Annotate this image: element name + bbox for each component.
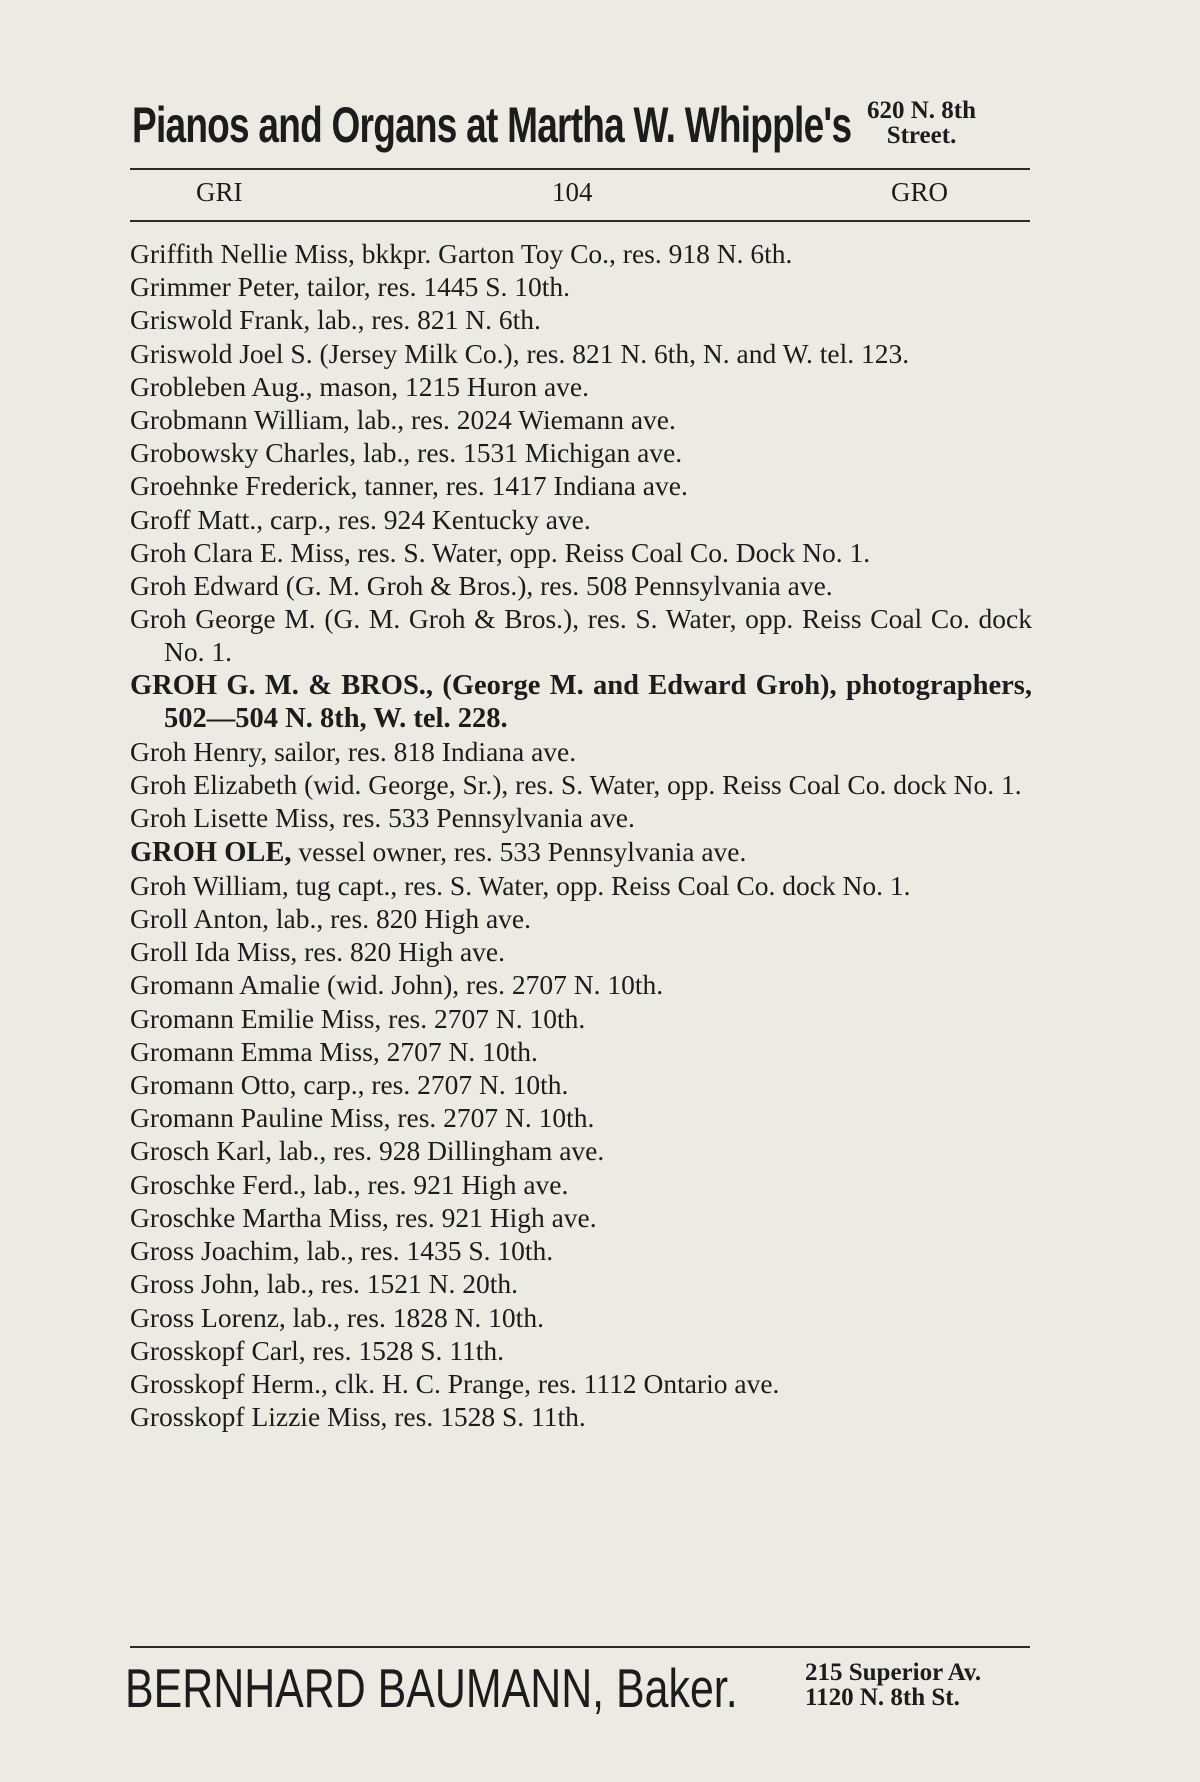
- directory-entry: [130, 835, 1032, 869]
- directory-entry: Groll Anton, lab., res. 820 High ave.: [130, 903, 531, 935]
- directory-entries: [130, 237, 1032, 1433]
- directory-entry: Groh Lisette Miss, res. 533 Pennsylvania ave.: [130, 802, 635, 834]
- directory-entry: Groehnke Frederick, tanner, res. 1417 Indiana ave.: [130, 470, 688, 502]
- running-head-right: GRO: [891, 177, 949, 207]
- directory-entry: Gross Lorenz, lab., res. 1828 N. 10th.: [130, 1301, 544, 1333]
- running-header: [130, 174, 1030, 210]
- entry-bold-name: GROH OLE,: [130, 836, 292, 868]
- entry-text: vessel owner, res. 533 Pennsylvania ave.: [291, 835, 747, 867]
- directory-entry: Groh Henry, sailor, res. 818 Indiana ave.: [130, 736, 577, 768]
- running-head-left: GRI: [196, 177, 243, 207]
- directory-entry: Groschke Martha Miss, res. 921 High ave.: [130, 1201, 597, 1233]
- directory-entry: Gromann Emilie Miss, res. 2707 N. 10th.: [130, 1002, 586, 1034]
- directory-entry: Groh William, tug capt., res. S. Water, opp. Reiss Coal Co. dock No. 1.: [130, 869, 911, 901]
- footer-rule: [130, 1646, 1030, 1648]
- top-ad-address: [867, 98, 976, 148]
- directory-entry: Gromann Otto, carp., res. 2707 N. 10th.: [130, 1069, 569, 1101]
- directory-entry: Groschke Ferd., lab., res. 921 High ave.: [130, 1168, 569, 1200]
- page-number: 104: [552, 177, 593, 207]
- directory-entry: Groh Elizabeth (wid. George, Sr.), res. S. Water, opp. Reiss Coal Co. dock No. 1.: [130, 769, 1022, 801]
- directory-entry: Gross Joachim, lab., res. 1435 S. 10th.: [130, 1235, 554, 1267]
- directory-entry: Groll Ida Miss, res. 820 High ave.: [130, 936, 506, 968]
- bottom-ad-address-line1: 215 Superior Av.: [805, 1659, 982, 1686]
- bottom-ad-address-line2: 1120 N. 8th St.: [805, 1684, 960, 1711]
- directory-entry: Groh Clara E. Miss, res. S. Water, opp. Reiss Coal Co. Dock No. 1.: [130, 536, 871, 568]
- directory-entry: Griswold Joel S. (Jersey Milk Co.), res. 821 N. 6th, N. and W. tel. 123.: [130, 337, 910, 369]
- top-ad-address-line1: 620 N. 8th: [867, 97, 977, 124]
- directory-entry: Gromann Emma Miss, 2707 N. 10th.: [130, 1035, 538, 1067]
- directory-entry: Groff Matt., carp., res. 924 Kentucky ave.: [130, 503, 591, 535]
- directory-entry: Grosch Karl, lab., res. 928 Dillingham ave.: [130, 1135, 605, 1167]
- bottom-advertisement: [125, 1655, 1035, 1721]
- header-rule-bottom: [130, 220, 1030, 222]
- directory-entry: Grobmann William, lab., res. 2024 Wiemann ave.: [130, 404, 676, 436]
- directory-entry: Groh Edward (G. M. Groh & Bros.), res. 508 Pennsylvania ave.: [130, 570, 833, 602]
- top-ad-text: Pianos and Organs at Martha W. Whipple's: [132, 97, 852, 153]
- directory-entry: GROH G. M. & BROS., (George M. and Edward Groh), photographers, 502—504 N. 8th, W. tel. 228.: [130, 669, 1032, 734]
- directory-entry: Groh George M. (G. M. Groh & Bros.), res. S. Water, opp. Reiss Coal Co. dock No. 1.: [130, 603, 1032, 668]
- directory-entry: Gross John, lab., res. 1521 N. 20th.: [130, 1268, 519, 1300]
- directory-entry: Griffith Nellie Miss, bkkpr. Garton Toy Co., res. 918 N. 6th.: [130, 238, 793, 269]
- top-advertisement: [132, 94, 1032, 156]
- directory-entry: Gromann Pauline Miss, res. 2707 N. 10th.: [130, 1102, 595, 1134]
- directory-entry: Grosskopf Carl, res. 1528 S. 11th.: [130, 1334, 505, 1366]
- directory-entry: Grobleben Aug., mason, 1215 Huron ave.: [130, 370, 590, 402]
- bottom-ad-text: BERNHARD BAUMANN, Baker.: [125, 1657, 738, 1719]
- directory-entry: Gromann Amalie (wid. John), res. 2707 N. 10th.: [130, 969, 664, 1001]
- header-rule-top: [130, 168, 1030, 170]
- directory-entry: Grosskopf Herm., clk. H. C. Prange, res. 1112 Ontario ave.: [130, 1367, 780, 1399]
- directory-entry: Griswold Frank, lab., res. 821 N. 6th.: [130, 304, 541, 336]
- top-ad-address-line2: Street.: [886, 122, 957, 149]
- bottom-ad-address: [805, 1660, 981, 1710]
- directory-entry: Grosskopf Lizzie Miss, res. 1528 S. 11th.: [130, 1401, 586, 1433]
- directory-entry: Grimmer Peter, tailor, res. 1445 S. 10th.: [130, 271, 571, 303]
- directory-entry: Grobowsky Charles, lab., res. 1531 Michigan ave.: [130, 437, 683, 469]
